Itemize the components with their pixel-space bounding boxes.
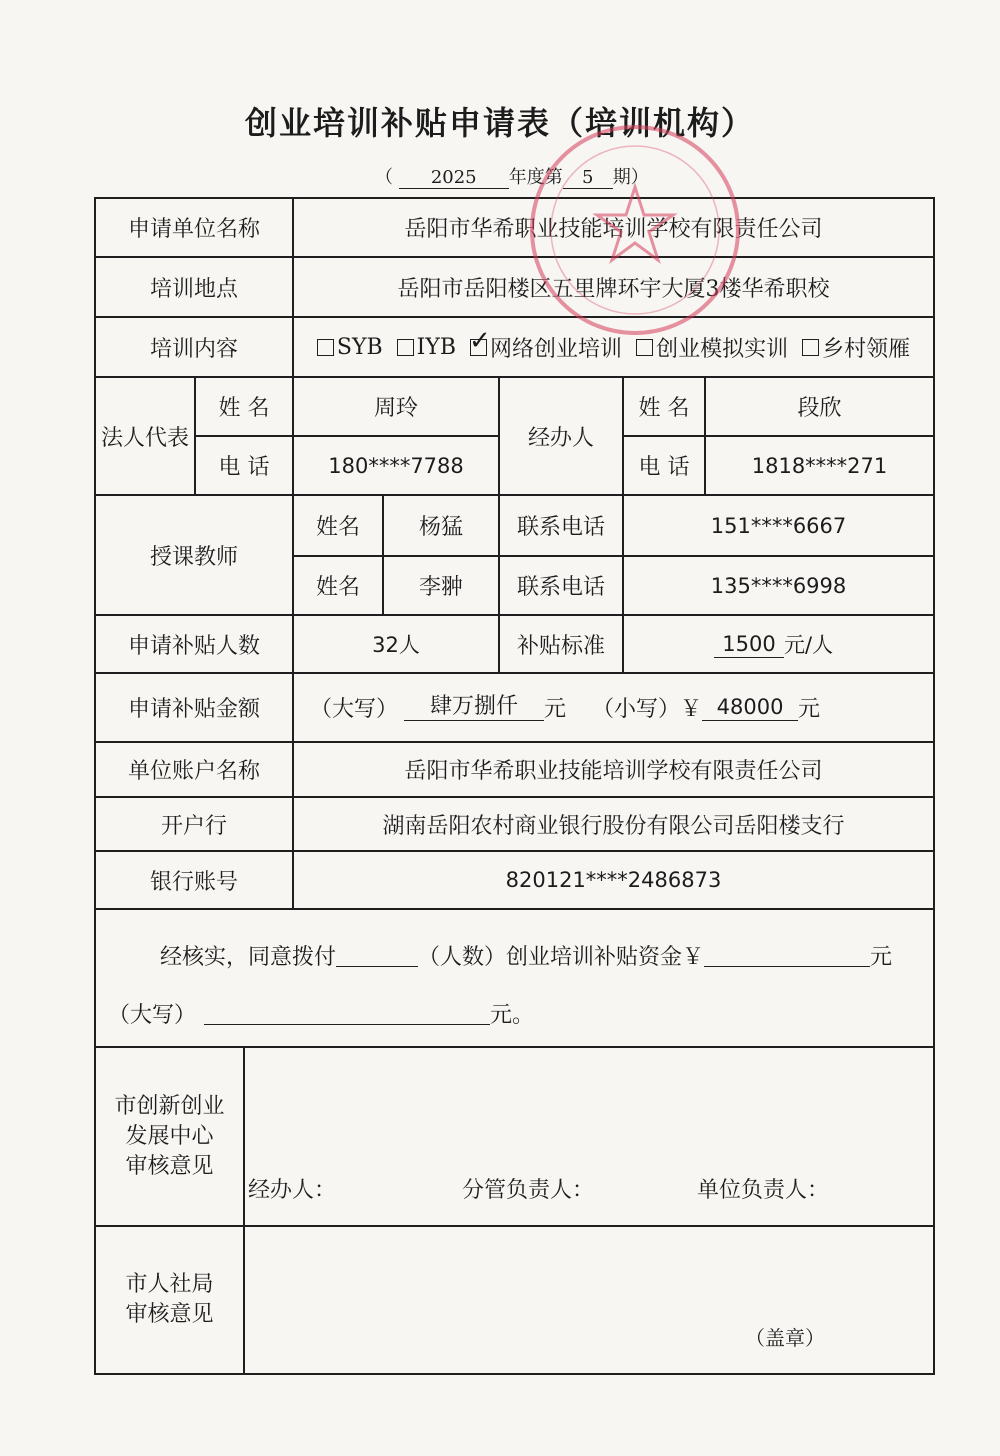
standard-unit: 元/人 [784,633,834,657]
option-iyb[interactable] [397,335,456,360]
review2-label-line: 市人社局 [125,1272,214,1297]
option-label: IYB [416,334,457,360]
legal-rep-name-label: 姓 名 [218,396,270,421]
option-label: 乡村领雁 [822,336,911,362]
option-label: 创业模拟实训 [656,336,789,362]
teacher-name-label: 姓名 [315,575,360,600]
verify-line-1 [160,935,920,975]
teacher-1-phone: 151****6667 [710,513,847,538]
teacher-phone-label: 联系电话 [516,515,605,540]
standard-label: 补贴标准 [516,633,605,659]
amount-value [294,674,933,741]
verify-upper-unit: 元。 [490,1002,535,1028]
verify-upper-blank[interactable] [204,1002,490,1025]
bank-label: 开户行 [160,813,227,839]
check-mark-icon: ✓ [469,325,491,356]
option-syb[interactable] [317,335,383,360]
verify-line-2 [108,993,808,1033]
amount-upper-label: （大写） [310,697,399,722]
checkbox-icon [802,339,819,356]
applicant-unit-label: 申请单位名称 [127,217,260,242]
teacher-1-name: 杨猛 [418,515,463,540]
review1-label-line: 审核意见 [125,1153,214,1179]
teacher-2-phone: 135****6998 [710,573,847,598]
amount-lower: 48000 [702,694,798,721]
amount-lower-label: （小写）￥ [592,697,703,722]
review1-supervisor: 分管负责人： [462,1177,595,1203]
legal-rep-phone-label: 电 话 [218,455,270,480]
option-online[interactable] [469,325,623,363]
count-value: 32人 [372,633,420,657]
handler-name-label: 姓 名 [638,396,690,421]
legal-rep-name: 周玲 [373,396,418,421]
checkbox-checked-icon [469,325,491,356]
review2-label [96,1227,243,1373]
handler-label: 经办人 [527,425,594,451]
checkbox-icon [317,339,334,356]
seal-note: （盖章） [745,1325,825,1350]
amount-lower-unit: 元 [798,697,821,722]
account-name-value: 岳阳市华希职业技能培训学校有限责任公司 [404,759,823,784]
count-label: 申请补贴人数 [127,633,260,659]
option-label: SYB [336,334,383,360]
bank-value: 湖南岳阳农村商业银行股份有限公司岳阳楼支行 [382,813,845,839]
amount-upper-unit: 元 [544,697,567,722]
period-year-suffix: 年度第 [508,167,563,188]
verify-upper-label: （大写） [108,1002,197,1028]
content-options [294,318,933,376]
review1-label-line: 市创新创业 [114,1093,225,1119]
handler-phone-label: 电 话 [638,455,690,480]
period-open: （ [375,167,393,188]
review1-head: 单位负责人： [697,1177,830,1203]
content-label: 培训内容 [149,336,238,362]
review1-label-line: 发展中心 [125,1123,214,1149]
option-rural[interactable] [802,332,910,363]
option-simulation[interactable] [636,332,788,363]
period-number: 5 [563,168,613,189]
location-value: 岳阳市岳阳楼区五里牌环宇大厦3楼华希职校 [397,276,830,302]
review2-label-line: 审核意见 [125,1302,214,1327]
verify-text-a: 经核实，同意拨付 [160,944,337,970]
period-suffix: 期） [612,167,649,188]
option-label: 网络创业培训 [490,336,623,362]
legal-rep-phone: 180****7788 [328,453,464,478]
teacher-name-label: 姓名 [315,515,360,540]
review1-handler: 经办人： [248,1177,337,1203]
teacher-phone-label: 联系电话 [516,575,605,600]
standard-value [624,616,933,672]
verify-text-c: 元 [870,944,893,970]
location-label: 培训地点 [149,276,238,302]
account-name-label: 单位账户名称 [127,759,260,784]
standard-number: 1500 [714,631,784,658]
amount-label: 申请补贴金额 [127,697,260,722]
verify-text-b: （人数）创业培训补贴资金￥ [418,944,705,970]
legal-rep-label: 法人代表 [100,425,189,451]
teachers-label: 授课教师 [149,544,238,570]
period-line [375,163,649,189]
account-no-label: 银行账号 [149,869,238,895]
amount-upper: 肆万捌仟 [404,694,544,721]
handler-phone: 1818****271 [751,453,888,478]
review1-label [96,1048,243,1225]
checkbox-icon [636,339,653,356]
handler-name: 段欣 [797,396,842,421]
verify-count-blank[interactable] [336,944,418,967]
period-year: 2025 [399,168,509,189]
checkbox-icon [397,339,414,356]
verify-amount-blank[interactable] [704,944,870,967]
teacher-2-name: 李翀 [418,575,463,600]
applicant-unit-value: 岳阳市华希职业技能培训学校有限责任公司 [404,217,823,242]
account-no-value: 820121****2486873 [505,868,722,892]
form-title: 创业培训补贴申请表（培训机构） [244,104,755,142]
